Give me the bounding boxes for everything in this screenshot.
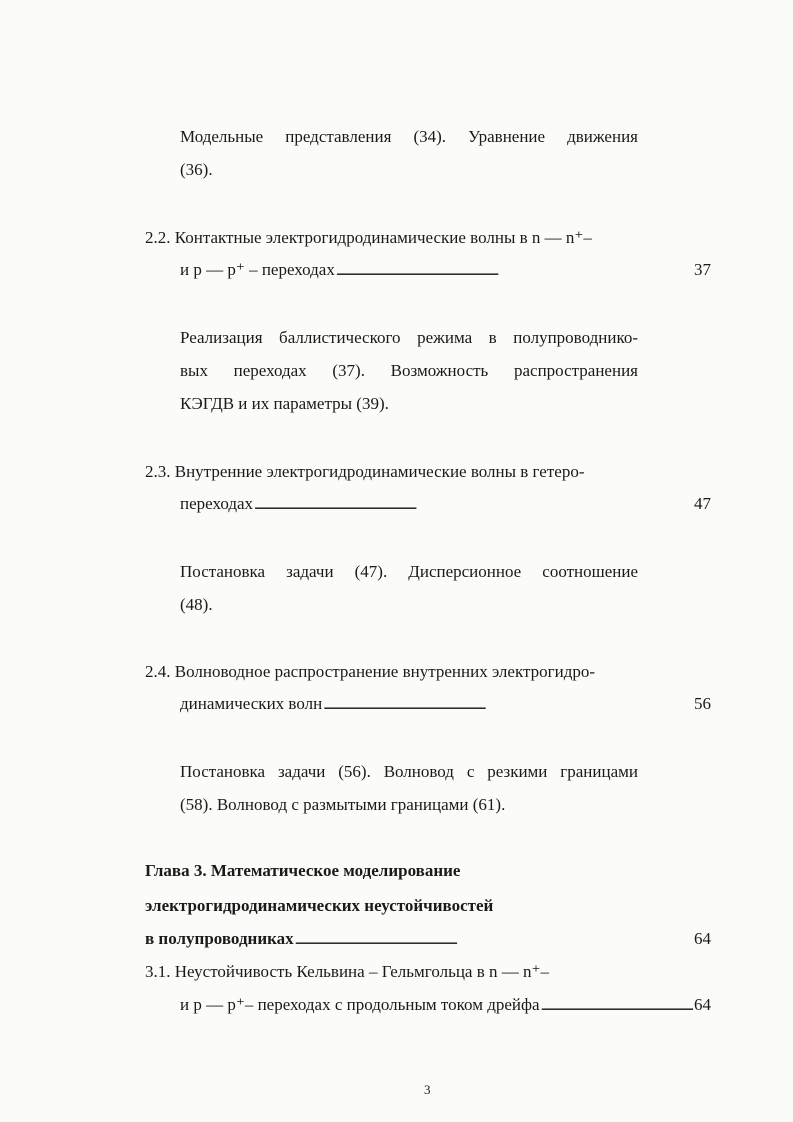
text-line: Постановка задачи (56). Волновод с резкими границами xyxy=(180,762,638,781)
toc-entry-2-2: 2.2. Контактные электрогидродинамические волны в n — n⁺– xyxy=(145,228,592,247)
dot-leader xyxy=(323,694,693,716)
text-line: (36). xyxy=(180,160,213,179)
toc-entry-label: и p — p⁺– переходах с продольным током дрейфа xyxy=(180,995,540,1014)
dot-leader xyxy=(254,494,693,516)
text-line: Реализация баллистического режима в полупроводнико- xyxy=(180,328,638,347)
toc-entry-2-2-cont xyxy=(180,260,711,282)
toc-entry-2-4-cont xyxy=(180,694,711,716)
text-line: (58). Волновод с размытыми границами (61). xyxy=(180,795,506,814)
dot-leader xyxy=(541,995,693,1017)
text-line: вых переходах (37). Возможность распространения xyxy=(180,361,638,380)
chapter-heading: электрогидродинамических неустойчивостей xyxy=(145,896,494,915)
toc-page-number: 64 xyxy=(694,929,711,948)
text-line: (48). xyxy=(180,595,213,614)
toc-page-number: 47 xyxy=(694,494,711,513)
toc-entry-3-1-cont xyxy=(180,995,711,1017)
dot-leader xyxy=(336,260,693,282)
chapter-heading: Глава 3. Математическое моделирование xyxy=(145,861,461,880)
text-line: Постановка задачи (47). Дисперсионное соотношение xyxy=(180,562,638,581)
toc-page-number: 64 xyxy=(694,995,711,1014)
toc-entry-2-3: 2.3. Внутренние электрогидродинамические волны в гетеро- xyxy=(145,462,585,481)
page-number: 3 xyxy=(424,1082,431,1097)
toc-entry-label: динамических волн xyxy=(180,694,323,713)
text-line: КЭГДВ и их параметры (39). xyxy=(180,394,389,413)
toc-entry-3-1: 3.1. Неустойчивость Кельвина – Гельмгольца в n — n⁺– xyxy=(145,962,549,981)
toc-entry-label: в полупроводниках xyxy=(145,929,294,948)
toc-entry-label: переходах xyxy=(180,494,254,513)
toc-entry-label: и p — p⁺ – переходах xyxy=(180,260,335,279)
toc-page-number: 56 xyxy=(694,694,711,713)
dot-leader xyxy=(295,929,693,951)
toc-page-number: 37 xyxy=(694,260,711,279)
toc-entry-2-4: 2.4. Волноводное распространение внутренних электрогидро- xyxy=(145,662,596,681)
text-line: Модельные представления (34). Уравнение движения xyxy=(180,127,638,146)
toc-entry-2-3-cont xyxy=(180,494,711,516)
toc-entry-chapter-3 xyxy=(145,929,711,951)
